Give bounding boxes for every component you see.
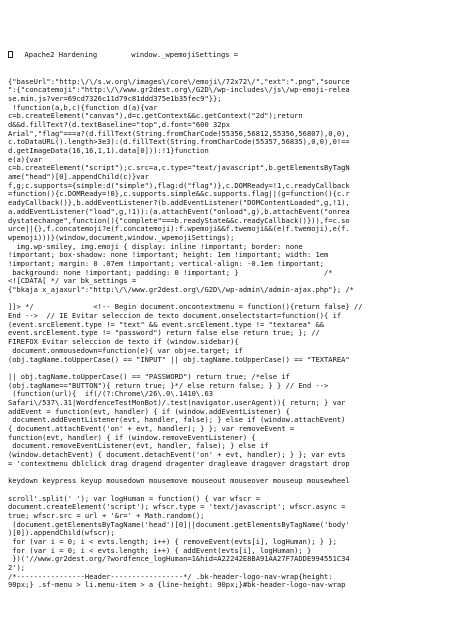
code-line: scroll'.split(' '); var logHuman = function() { var wfscr =: [8, 494, 260, 503]
code-line: (function(url){ if(/(?:Chrome\/26\.0\.1410\.63: [8, 390, 213, 399]
code-line: ]]> */ <!-- Begin document.oncontextmenu = function(){return false} //: [8, 303, 363, 312]
code-line: )[0]).appendChild(wfscr);: [8, 529, 115, 538]
code-line: document.createElement('script'); wfscr.type = 'text/javascript'; wfscr.async =: [8, 503, 346, 512]
paragraph-gap: [8, 468, 466, 477]
code-line: background: none !important; padding: 0 !important; } /*: [8, 268, 333, 277]
code-line: se.min.js?ver=69cd7326c11d79c81ddd375e1b35fec9"}};: [8, 94, 222, 103]
code-line: f,g;c.supports={simple:d("simple"),flag:d("flag")},c.DOMReady=!1,c.readyCallback: [8, 181, 350, 190]
code-line: !important; box-shadow: none !important; height: 1em !important; width: 1em: [8, 251, 329, 260]
code-line: (obj.tagName.toUpperCase() == "INPUT" || obj.tagName.toUpperCase() == "TEXTAREA": [8, 355, 350, 364]
code-line: keydown keypress keyup mousedown mousemove mouseout mouseover mouseup mousewheel: [8, 477, 350, 486]
code-line: c=b.createElement("script");c.src=a,c.type="text/javascript",b.getElementsByTagN: [8, 164, 350, 173]
code-line: { document.attachEvent('on' + evt, handler); } }; var removeEvent =: [8, 425, 295, 433]
paragraph-gap: [8, 295, 466, 304]
code-line: a.addEventListener("load",g,!1)):(a.attachEvent("onload",g),b.attachEvent("onrea: [8, 207, 350, 216]
paragraph-gap: [8, 486, 466, 495]
header-text: Apache2 Hardening window._wpemojiSettings =: [16, 51, 239, 60]
code-line: {"baseUrl":"http:\/\/s.w.org\/images\/core\/emoji\/72x72\/","ext":".png","source: [8, 77, 350, 86]
code-line: e(a){var: [8, 155, 43, 164]
code-line: (event.srcElement.type != "text" && event.srcElement.type != "textarea" &&: [8, 320, 325, 329]
code-line: Safari\/537\.31|WordfenceTestMonBot)/.test(navigator.userAgent)){ return; } var: [8, 398, 346, 407]
code-line: eadyCallback()},b.addEventListener?(b.addEventListener("DOMContentLoaded",g,!1),: [8, 199, 350, 208]
code-line: = 'contextmenu dblclick drag dragend dragenter dragleave dragover dragstart drop: [8, 459, 350, 468]
code-line: /*----------------Header-----------------*/ .bk-header-logo-nav-wrap{height:: [8, 572, 333, 581]
code-line: || obj.tagName.toUpperCase() == "PASSWORD") return true; /*else if: [8, 372, 290, 381]
code-line: function(evt, handler) { if (window.removeEventListener) {: [8, 433, 256, 442]
code-line: })('//www.gr2dest.org/?wordfence_logHuman=1&hid=A22242E8BA91AA27F7ADDE994551C34: [8, 555, 350, 564]
code-line: document.onmousedown=function(e){ var obj=e.target; if: [8, 346, 243, 355]
code-line: for (var i = 0; i < evts.length; i++) { addEvent(evts[i], logHuman); }: [8, 546, 312, 555]
code-line: addEvent = function(evt, handler) { if (window.addEventListener) {: [8, 407, 290, 416]
code-line: <![CDATA[ */ var bk_settings =: [8, 277, 137, 286]
code-line: c=b.createElement("canvas"),d=c.getContext&&c.getContext("2d");return: [8, 112, 303, 121]
code-line: !function(a,b,c){function d(a){var: [8, 103, 158, 112]
code-line: (obj.tagName=="BUTTON"){ return true; }*/ else return false; } } // End -->: [8, 381, 329, 390]
code-line: (document.getElementsByTagName('head')[0]||document.getElementsByTagName('body': [8, 520, 350, 529]
code-line: 90px;} .sf-menu > li.menu-item > a {line-height: 90px;}#bk-header-logo-nav-wrap: [8, 581, 346, 590]
code-line: (window.detachEvent) { document.detachEvent('on' + evt, handler); } }; var evts: [8, 451, 346, 460]
code-line: !important; margin: 0 .07em !important; vertical-align: -0.1em !important;: [8, 259, 325, 268]
code-line: End --> // IE Evitar seleccion de texto document.onselectstart=function(){ if: [8, 312, 342, 321]
code-line: for (var i = 0; i < evts.length; i++) { removeEvent(evts[i], logHuman); } };: [8, 537, 337, 546]
code-line: {"bkaja x_ajaxurl":"http:\/\/www.gr2dest.org\/G2D\/wp-admin\/admin-ajax.php"}; /*: [8, 286, 354, 294]
code-text: [8, 34, 466, 607]
code-line: event.srcElement.type != "password") return false else return true; }; //: [8, 329, 320, 338]
code-line: urce||{},f.concatemoji?e(f.concatemoji):f.wpemoji&&f.twemoji&&(e(f.twemoji),e(f.: [8, 225, 350, 234]
code-line: d.getImageData(16,16,1,1).data[0])):!1}function: [8, 147, 209, 155]
code-line: [8, 364, 466, 373]
code-line: d&&d.fillText?(d.textBaseline="top",d.font="600 32px: [8, 120, 231, 129]
code-line: document.removeEventListener(evt, handler, false); } else if: [8, 442, 269, 451]
code-line: wpemoji)))}(window,document,window._wpemojiSettings);: [8, 233, 235, 242]
code-line: true; wfscr.src = url + '&r=' + Math.random();: [8, 511, 205, 520]
code-line: ame("head")[0].appendChild(c)}var: [8, 173, 149, 182]
code-blocks: [8, 78, 466, 591]
code-line: FIREFOX Evitar seleccion de texto if (window.sidebar){: [8, 338, 239, 347]
code-line: c.toDataURL().length>3e3):(d.fillText(String.fromCharCode(55357,56835),0,0),0!==: [8, 138, 350, 147]
code-line: ":{"concatemoji":"http:\/\/www.gr2dest.org\/G2D\/wp-includes\/js\/wp-emoji-relea: [8, 86, 350, 95]
code-line: img.wp-smiley, img.emoji { display: inline !important; border: none: [8, 242, 303, 251]
code-line: Arial","flag"===a?(d.fillText(String.fromCharCode(55356,56812,55356,56807),0,0),: [8, 129, 350, 138]
code-line: document.addEventListener(evt, handler, false); } else if (window.attachEvent): [8, 416, 346, 425]
code-line: 2');: [8, 564, 26, 572]
code-line: =function(){c.DOMReady=!0},c.supports.simple&&c.supports.flag||(g=function(){c.r: [8, 190, 350, 199]
header-line: [8, 51, 466, 60]
code-line: dystatechange",function(){"complete"===b.readyState&&c.readyCallback()})),f=c.so: [8, 216, 350, 225]
document-icon: [8, 51, 13, 58]
